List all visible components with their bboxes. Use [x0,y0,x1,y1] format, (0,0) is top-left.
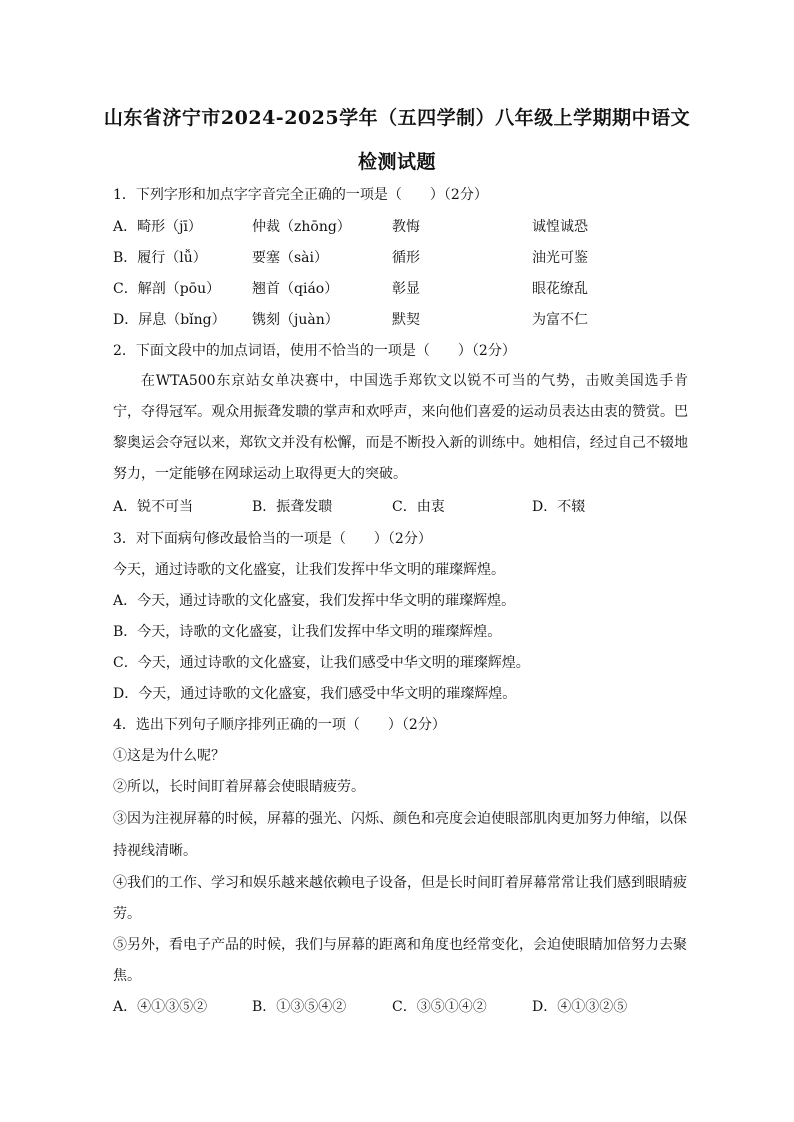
q4-sentence-5-line-2: 焦。 [113,968,141,984]
q1-row-a-col-4: 诚惶诚恐 [532,219,588,235]
q1-row-d-col-2: 镌刻（juàn） [252,312,339,328]
q4-sentence-3-line-2: 持视线清晰。 [113,843,197,859]
q3-option-b: B．今天，诗歌的文化盛宴，让我们发挥中华文明的璀璨辉煌。 [113,624,502,640]
exam-title-line-1: 山东省济宁市2024-2025学年（五四学制）八年级上学期期中语文 [103,107,691,129]
q1-row-a-col-1: A．畸形（jī） [113,219,202,235]
q4-sentence-3-line-1: ③因为注视屏幕的时候，屏幕的强光、闪烁、颜色和亮度会迫使眼部肌肉更加努力伸缩，以保 [113,811,687,827]
q1-row-b-col-4: 油光可鉴 [532,250,588,266]
q1-row-c-col-3: 彰显 [392,281,420,297]
q1-row-c-col-4: 眼花缭乱 [532,281,588,297]
q4-sentence-5-line-1: ⑤另外，看电子产品的时候，我们与屏幕的距离和角度也经常变化，会迫使眼睛加倍努力去聚 [113,937,687,953]
q1-row-d-col-4: 为富不仁 [532,312,588,328]
q1-row-d-col-3: 默契 [392,312,420,328]
q3-option-a: A．今天，通过诗歌的文化盛宴，我们发挥中华文明的璀璨辉煌。 [113,593,516,609]
q4-sentence-1: ①这是为什么呢？ [113,748,225,764]
q1-row-b-col-3: 循形 [392,250,420,266]
q4-option-c: C．③⑤①④② [392,999,487,1015]
q1-row-c-col-2: 翘首（qiáo） [252,281,339,297]
question-1-stem: 1．下列字形和加点字字音完全正确的一项是（ ）（2分） [113,187,488,203]
question-2-passage: 在WTA500东京站女单决赛中，中国选手郑钦文以锐不可当的气势，击败美国选手肯宁，夺得冠军。观众用振聋发聩的掌声和欢呼声，来向他们喜爱的运动员表达由衷的赞赏。巴黎奥运会夺冠以来，郑钦文并没有松懈，而是不断投入新的训练中。她相信，经过自己不辍地努力，一定能够在网球运动上取得更大的突破。 [113,373,688,482]
q1-row-d-col-1: D．屏息（bǐng） [113,312,226,328]
q2-option-b: B．振聋发聩 [252,499,333,515]
q4-option-b: B．①③⑤④② [252,999,347,1015]
q4-option-a: A．④①③⑤② [113,999,208,1015]
q1-row-b-col-1: B．履行（lǚ） [113,250,207,266]
question-2-stem: 2．下面文段中的加点词语，使用不恰当的一项是（ ）（2分） [113,343,516,359]
exam-title-line-2: 检测试题 [357,151,436,173]
q1-row-a-col-3: 教悔 [392,219,420,235]
q4-sentence-2: ②所以，长时间盯着屏幕会使眼睛疲劳。 [113,779,365,795]
q1-row-a-col-2: 仲裁（zhōng） [252,219,351,235]
question-3-sentence: 今天，通过诗歌的文化盛宴，让我们发挥中华文明的璀璨辉煌。 [113,562,505,578]
q2-option-d: D．不辍 [532,499,586,515]
q4-sentence-4-line-1: ④我们的工作、学习和娱乐越来越依赖电子设备，但是长时间盯着屏幕常常让我们感到眼睛疲 [113,875,687,891]
q2-option-c: C．由衷 [392,499,445,515]
q2-option-a: A．锐不可当 [113,499,194,515]
question-3-stem: 3．对下面病句修改最恰当的一项是（ ）（2分） [113,531,432,547]
question-4-stem: 4．选出下列句子顺序排列正确的一项（ ）（2分） [113,717,446,733]
q3-option-c: C．今天，通过诗歌的文化盛宴，让我们感受中华文明的璀璨辉煌。 [113,655,530,671]
q4-option-d: D．④①③②⑤ [532,999,628,1015]
q4-sentence-4-line-2: 劳。 [113,906,141,922]
q1-row-b-col-2: 要塞（sài） [252,250,329,266]
q1-row-c-col-1: C．解剖（pōu） [113,281,221,297]
q3-option-d: D．今天，通过诗歌的文化盛宴，我们感受中华文明的璀璨辉煌。 [113,686,517,702]
